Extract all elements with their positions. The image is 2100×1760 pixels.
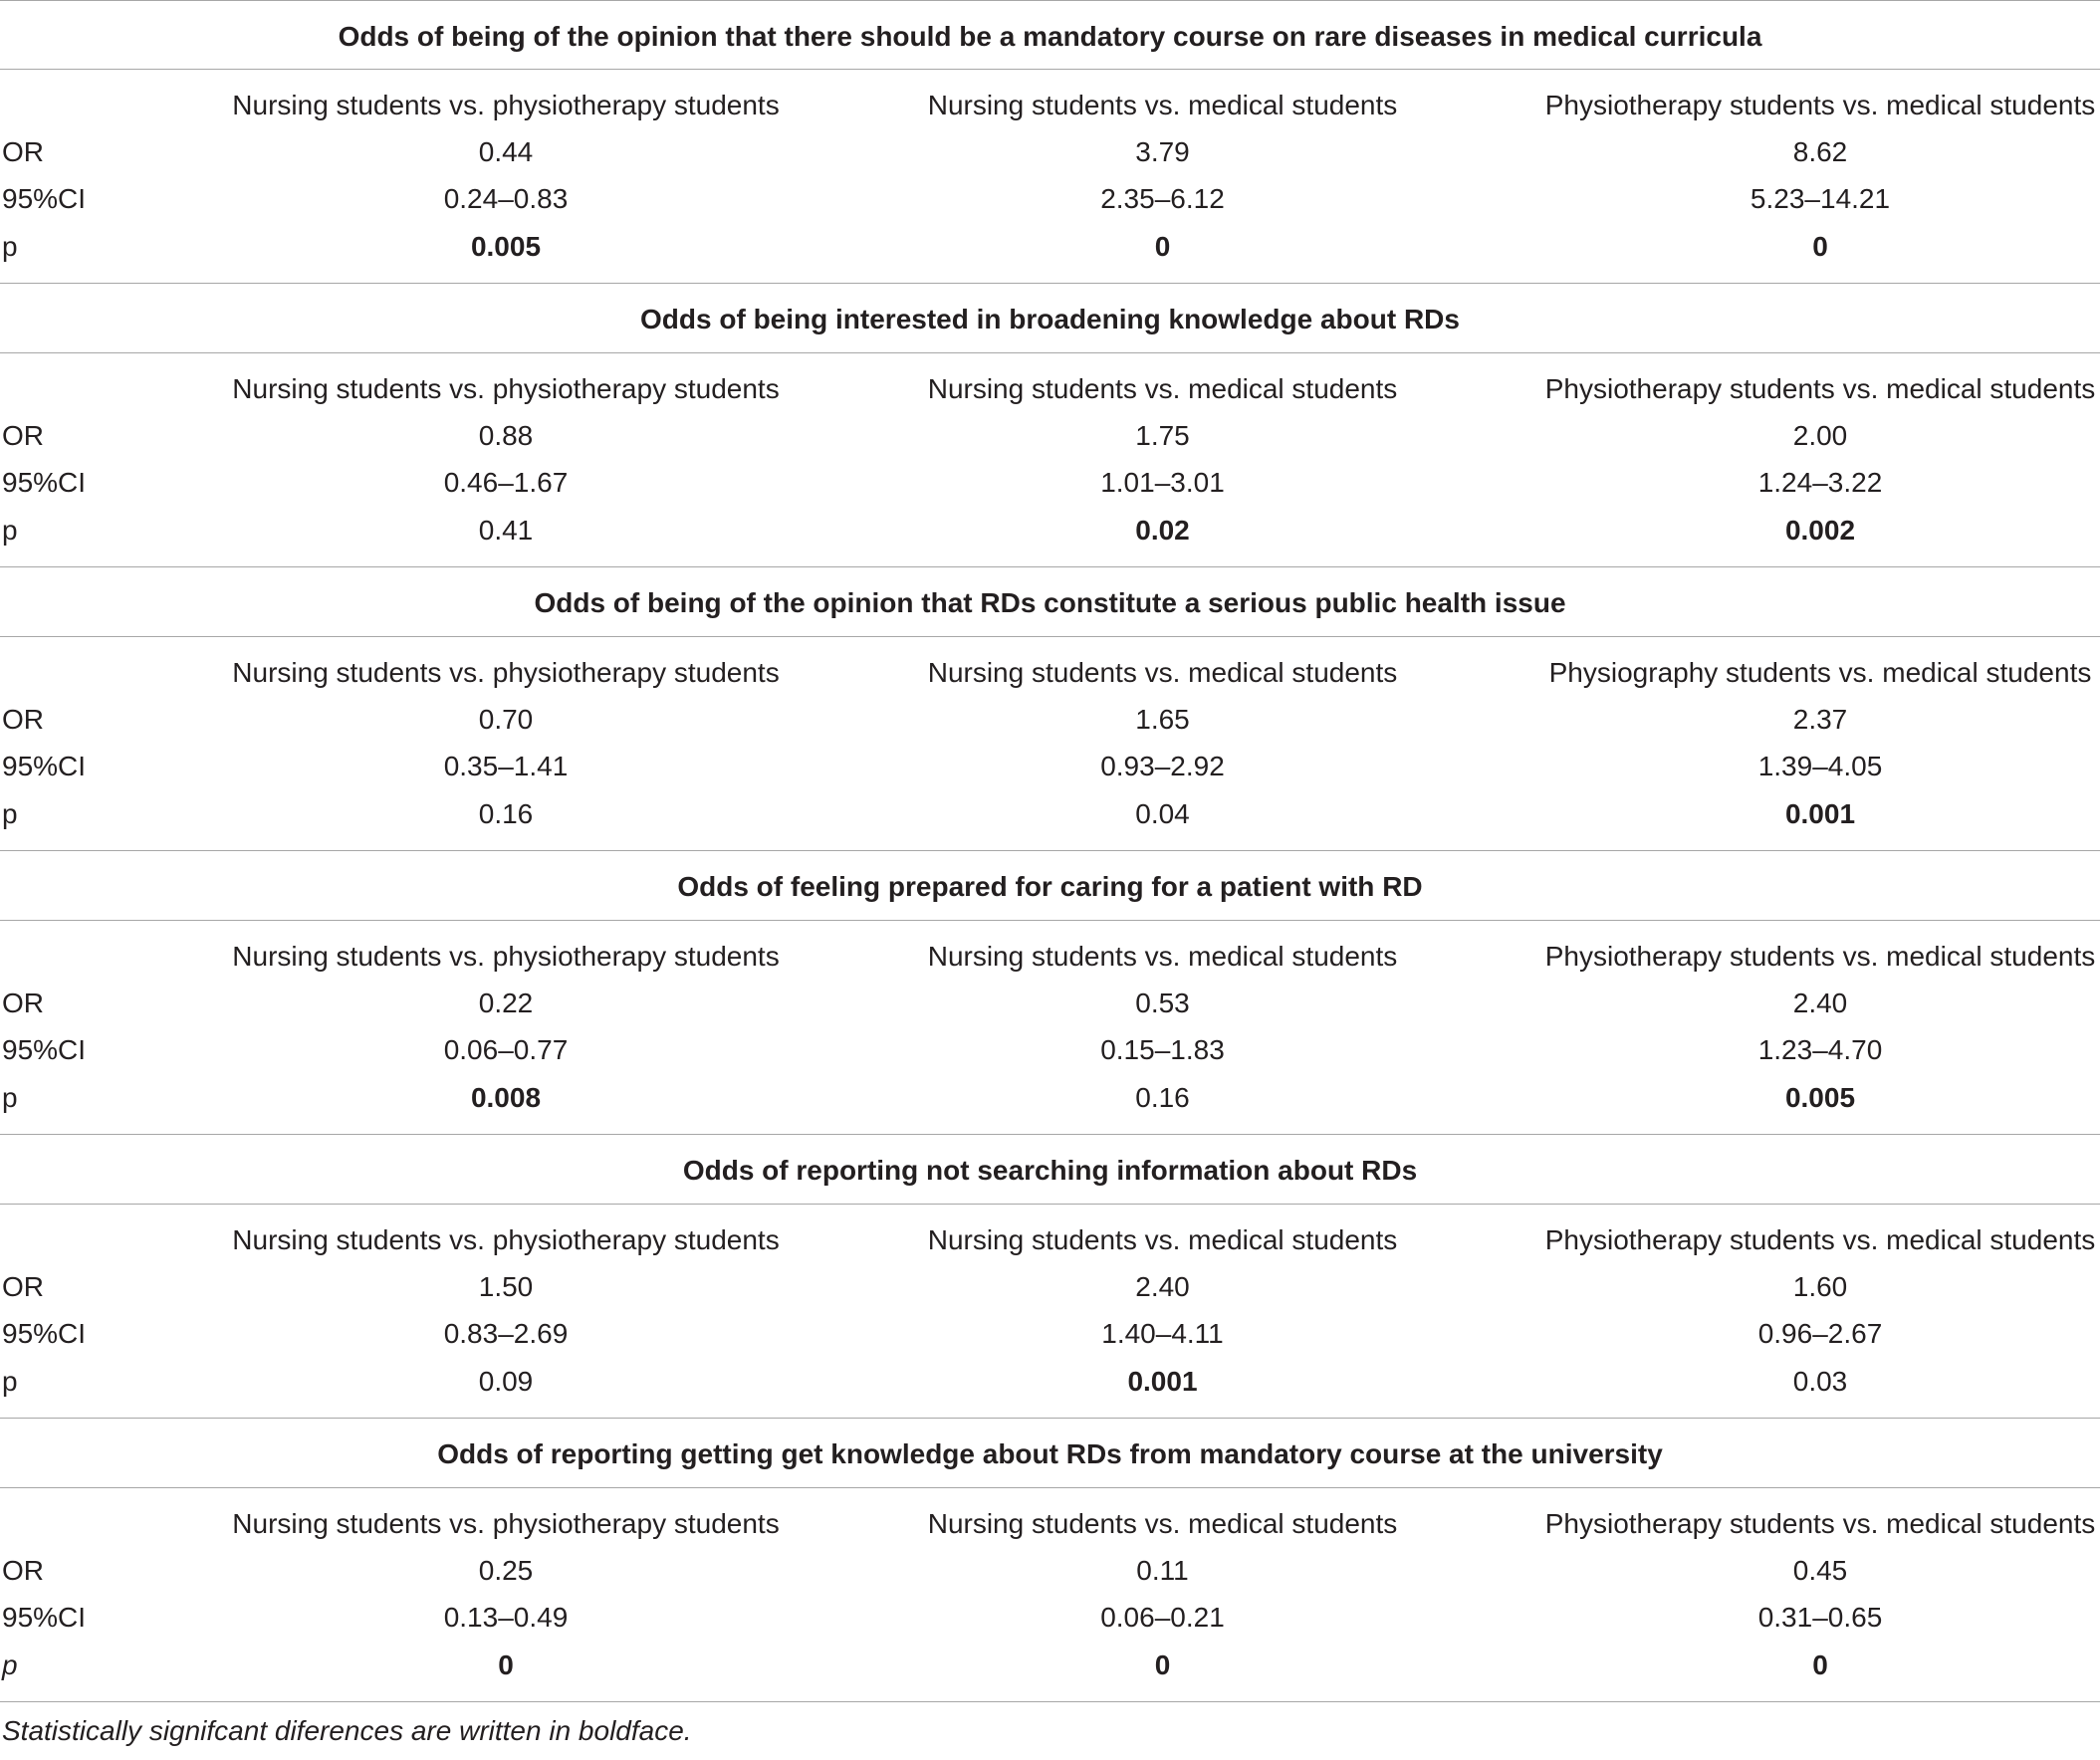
row-label-empty xyxy=(0,933,169,980)
p-value: 0.001 xyxy=(1784,797,1856,829)
p-row xyxy=(0,790,2100,837)
ci-value: 1.39–4.05 xyxy=(1757,751,1883,782)
comparison-header: Nursing students vs. medical students xyxy=(927,941,1398,972)
or-row xyxy=(0,980,2100,1026)
ci-value: 0.06–0.21 xyxy=(1100,1602,1225,1634)
ci-value: 1.24–3.22 xyxy=(1757,467,1883,499)
ci-row xyxy=(0,1026,2100,1073)
or-value: 1.65 xyxy=(1135,704,1190,736)
comparison-header: Nursing students vs. physiotherapy students xyxy=(232,1224,780,1255)
comparison-header: Nursing students vs. medical students xyxy=(927,657,1398,688)
ci-value: 0.15–1.83 xyxy=(1100,1034,1225,1066)
p-label: p xyxy=(2,1081,18,1113)
or-value: 0.22 xyxy=(478,988,534,1019)
ci-value: 2.35–6.12 xyxy=(1100,183,1225,215)
comparison-header: Nursing students vs. physiotherapy students xyxy=(232,1508,780,1539)
ci-value: 0.93–2.92 xyxy=(1100,751,1225,782)
section-title: Odds of being of the opinion that RDs constitute a serious public health issue xyxy=(0,567,2100,637)
comparison-header-row xyxy=(0,1500,2100,1547)
ci-value: 0.13–0.49 xyxy=(443,1602,569,1634)
comparison-header-row xyxy=(0,1216,2100,1263)
or-value: 0.45 xyxy=(1792,1555,1848,1587)
p-row xyxy=(0,223,2100,270)
or-value: 3.79 xyxy=(1135,136,1190,168)
or-value: 0.53 xyxy=(1135,988,1190,1019)
p-label: p xyxy=(2,1365,18,1397)
or-row xyxy=(0,128,2100,175)
ci-value: 0.06–0.77 xyxy=(443,1034,569,1066)
section-body xyxy=(0,1205,2100,1419)
ci-label: 95%CI xyxy=(2,183,87,215)
section-body xyxy=(0,637,2100,851)
ci-value: 0.31–0.65 xyxy=(1757,1602,1883,1634)
comparison-header: Physiotherapy students vs. medical students xyxy=(1544,373,2096,404)
p-value: 0.41 xyxy=(478,514,534,546)
comparison-header: Nursing students vs. medical students xyxy=(927,1224,1398,1255)
section-title: Odds of being interested in broadening knowledge about RDs xyxy=(0,284,2100,353)
section-title: Odds of being of the opinion that there should be a mandatory course on rare diseases in medical curricula xyxy=(0,0,2100,70)
p-value: 0.04 xyxy=(1135,797,1190,829)
section-title: Odds of feeling prepared for caring for a patient with RD xyxy=(0,851,2100,921)
or-row xyxy=(0,1547,2100,1594)
ci-label: 95%CI xyxy=(2,1318,87,1350)
section-body xyxy=(0,353,2100,567)
p-value: 0.008 xyxy=(470,1081,542,1113)
or-row xyxy=(0,1263,2100,1310)
comparison-header: Nursing students vs. medical students xyxy=(927,90,1398,120)
ci-label: 95%CI xyxy=(2,751,87,782)
ci-value: 0.46–1.67 xyxy=(443,467,569,499)
or-value: 0.11 xyxy=(1136,1555,1189,1587)
comparison-header-row xyxy=(0,649,2100,696)
or-value: 8.62 xyxy=(1792,136,1848,168)
comparison-header: Physiotherapy students vs. medical students xyxy=(1544,1508,2096,1539)
p-label: p xyxy=(2,514,18,546)
p-value: 0 xyxy=(1154,230,1171,262)
row-label-empty xyxy=(0,1500,169,1547)
p-value: 0.002 xyxy=(1784,514,1856,546)
comparison-header: Physiotherapy students vs. medical students xyxy=(1544,1224,2096,1255)
ci-row xyxy=(0,743,2100,789)
or-row xyxy=(0,696,2100,743)
section-body xyxy=(0,1488,2100,1702)
ci-value: 1.40–4.11 xyxy=(1101,1318,1224,1350)
or-label: OR xyxy=(2,1271,44,1303)
comparison-header-row xyxy=(0,933,2100,980)
ci-label: 95%CI xyxy=(2,467,87,499)
p-label: p xyxy=(2,1649,18,1680)
p-value: 0.005 xyxy=(1784,1081,1856,1113)
ci-row xyxy=(0,459,2100,506)
p-row xyxy=(0,1358,2100,1405)
ci-label: 95%CI xyxy=(2,1034,87,1066)
p-value: 0.09 xyxy=(478,1365,534,1397)
comparison-header: Nursing students vs. medical students xyxy=(927,1508,1398,1539)
section-body xyxy=(0,921,2100,1135)
p-value: 0.16 xyxy=(1135,1081,1190,1113)
or-label: OR xyxy=(2,136,44,168)
or-label: OR xyxy=(2,704,44,736)
comparison-header-row xyxy=(0,82,2100,128)
row-label-empty xyxy=(0,365,169,412)
or-value: 2.00 xyxy=(1792,420,1848,452)
or-row xyxy=(0,412,2100,459)
comparison-header: Nursing students vs. medical students xyxy=(927,373,1398,404)
comparison-header-row xyxy=(0,365,2100,412)
p-label: p xyxy=(2,230,18,262)
section-body xyxy=(0,70,2100,284)
or-label: OR xyxy=(2,1555,44,1587)
p-row xyxy=(0,1074,2100,1121)
ci-value: 0.96–2.67 xyxy=(1757,1318,1883,1350)
p-value: 0.001 xyxy=(1127,1365,1198,1397)
ci-row xyxy=(0,1594,2100,1641)
or-value: 1.60 xyxy=(1792,1271,1848,1303)
ci-value: 0.83–2.69 xyxy=(443,1318,569,1350)
or-label: OR xyxy=(2,420,44,452)
comparison-header: Physiotherapy students vs. medical students xyxy=(1544,90,2096,120)
or-label: OR xyxy=(2,988,44,1019)
or-value: 1.50 xyxy=(478,1271,534,1303)
or-value: 0.44 xyxy=(478,136,534,168)
comparison-header: Physiography students vs. medical students xyxy=(1548,657,2092,688)
row-label-empty xyxy=(0,1216,169,1263)
ci-value: 0.24–0.83 xyxy=(443,183,569,215)
or-value: 0.70 xyxy=(478,704,534,736)
ci-value: 1.23–4.70 xyxy=(1757,1034,1883,1066)
p-value: 0 xyxy=(498,1649,514,1680)
or-value: 2.40 xyxy=(1135,1271,1190,1303)
or-value: 1.75 xyxy=(1135,420,1190,452)
row-label-empty xyxy=(0,82,169,128)
ci-label: 95%CI xyxy=(2,1602,87,1634)
row-label-empty xyxy=(0,649,169,696)
p-row xyxy=(0,1642,2100,1688)
ci-value: 1.01–3.01 xyxy=(1100,467,1225,499)
p-value: 0.03 xyxy=(1792,1365,1848,1397)
p-value: 0.02 xyxy=(1135,514,1190,546)
table-footnote: Statistically signifcant diferences are written in boldface. xyxy=(2,1715,692,1746)
comparison-header: Nursing students vs. physiotherapy students xyxy=(232,90,780,120)
comparison-header: Physiotherapy students vs. medical students xyxy=(1544,941,2096,972)
or-value: 0.25 xyxy=(478,1555,534,1587)
or-value: 2.40 xyxy=(1792,988,1848,1019)
section-title: Odds of reporting not searching information about RDs xyxy=(0,1135,2100,1205)
p-value: 0 xyxy=(1812,1649,1828,1680)
ci-row xyxy=(0,1310,2100,1357)
or-value: 2.37 xyxy=(1792,704,1848,736)
p-label: p xyxy=(2,797,18,829)
p-value: 0 xyxy=(1812,230,1828,262)
p-row xyxy=(0,507,2100,553)
section-title: Odds of reporting getting get knowledge about RDs from mandatory course at the university xyxy=(0,1419,2100,1488)
p-value: 0.005 xyxy=(470,230,542,262)
ci-value: 0.35–1.41 xyxy=(443,751,569,782)
comparison-header: Nursing students vs. physiotherapy students xyxy=(232,657,780,688)
ci-value: 5.23–14.21 xyxy=(1750,183,1891,215)
comparison-header: Nursing students vs. physiotherapy students xyxy=(232,941,780,972)
ci-row xyxy=(0,175,2100,222)
or-value: 0.88 xyxy=(478,420,534,452)
comparison-header: Nursing students vs. physiotherapy students xyxy=(232,373,780,404)
p-value: 0.16 xyxy=(478,797,534,829)
p-value: 0 xyxy=(1154,1649,1171,1680)
